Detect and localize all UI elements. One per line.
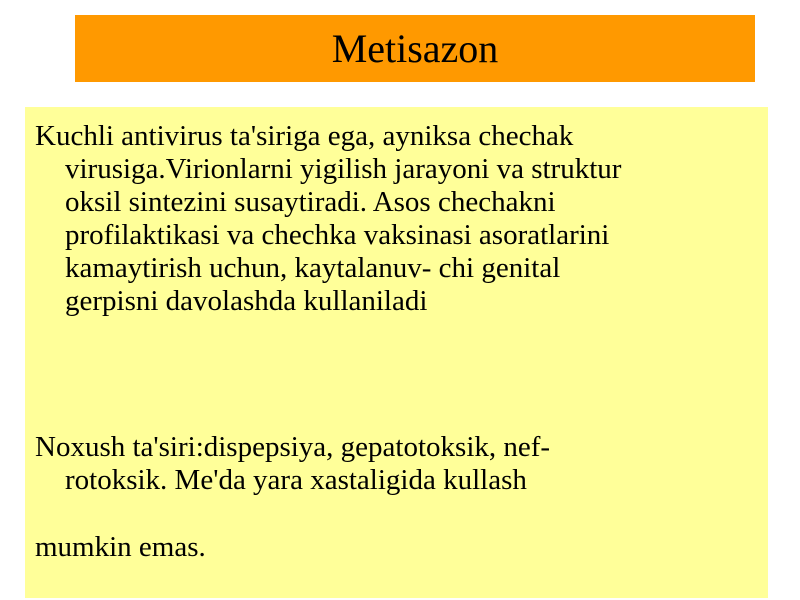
text-line: kamaytirish uchun, kaytalanuv- chi genital xyxy=(65,252,561,284)
text-line: rotoksik. Me'da yara xastaligida kullash xyxy=(65,464,527,496)
text-line: Kuchli antivirus ta'siriga ega, ayniksa chechak xyxy=(35,120,574,152)
text-line: profilaktikasi va chechka vaksinasi asoratlarini xyxy=(65,219,610,251)
description-paragraph xyxy=(35,120,735,318)
contraindication-paragraph xyxy=(35,531,735,564)
content-panel xyxy=(25,107,768,598)
slide-title: Metisazon xyxy=(331,25,499,71)
title-banner xyxy=(75,15,755,82)
text-line: Noxush ta'siri:dispepsiya, gepatotoksik, nef- xyxy=(35,431,551,463)
text-line: gerpisni davolashda kullaniladi xyxy=(65,285,428,317)
side-effects-paragraph xyxy=(35,431,735,497)
text-line: oksil sintezini susaytiradi. Asos chechakni xyxy=(65,186,556,218)
text-line: mumkin emas. xyxy=(35,531,206,563)
text-line: virusiga.Virionlarni yigilish jarayoni va struktur xyxy=(65,153,622,185)
